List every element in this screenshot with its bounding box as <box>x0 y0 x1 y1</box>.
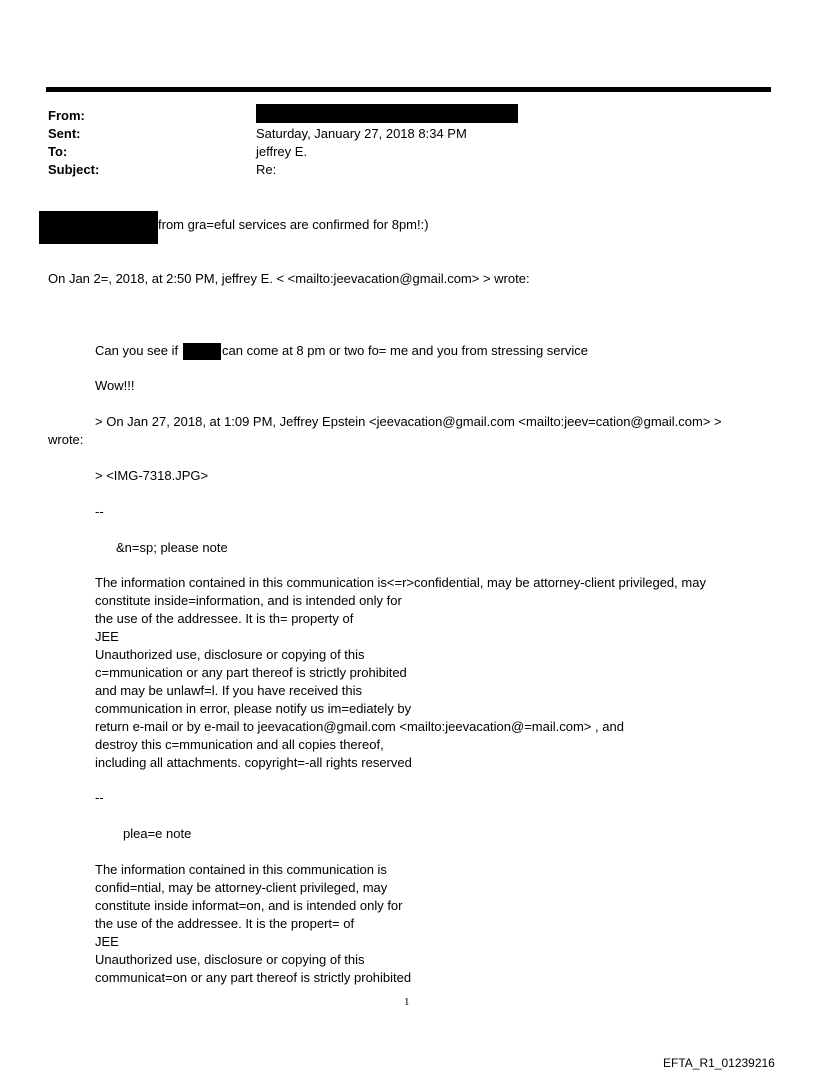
disclaimer-line: return e-mail or by e-mail to jeevacation@gmail.com <mailto:jeevacation@=mail.com> , and <box>95 719 624 734</box>
subject-value: Re: <box>256 162 277 177</box>
to-value: jeffrey E. <box>256 144 308 159</box>
page-number: 1 <box>404 996 410 1008</box>
quote-header-jan2: On Jan 2=, 2018, at 2:50 PM, jeffrey E. < <mailto:jeevacation@gmail.com> > wrote: <box>48 271 530 286</box>
disclaimer-line: communicat=on or any part thereof is strictly prohibited <box>95 970 412 985</box>
disclaimer-line: constitute inside informat=on, and is intended only for <box>95 898 403 913</box>
can-you-suffix: can come at 8 pm or two fo= me and you from stressing service <box>222 343 588 358</box>
disclaimer-line: the use of the addressee. It is th= property of <box>95 611 354 626</box>
disclaimer-line: destroy this c=mmunication and all copies thereof, <box>95 737 384 752</box>
disclaimer-line: confid=ntial, may be attorney-client privileged, may <box>95 880 388 895</box>
disclaimer-line: constitute inside=information, and is intended only for <box>95 593 402 608</box>
subject-label: Subject: <box>48 162 100 177</box>
sent-label: Sent: <box>48 126 81 141</box>
disclaimer-line: Unauthorized use, disclosure or copying of this <box>95 647 365 662</box>
to-label: To: <box>48 144 68 159</box>
can-you-prefix: Can you see if <box>95 343 179 358</box>
separator-1: -- <box>95 504 104 519</box>
disclaimer-line: JEE <box>95 629 119 644</box>
disclaimer-line: communication in error, please notify us im=ediately by <box>95 701 412 716</box>
disclaimer-line: The information contained in this communication is <box>95 862 387 877</box>
from-label: From: <box>48 108 85 123</box>
disclaimer-line: c=mmunication or any part thereof is strictly prohibited <box>95 665 407 680</box>
disclaimer-line: Unauthorized use, disclosure or copying of this <box>95 952 365 967</box>
attachment-line: > <IMG-7318.JPG> <box>95 468 209 483</box>
disclaimer-line: JEE <box>95 934 119 949</box>
bates-number: EFTA_R1_01239216 <box>663 1056 775 1070</box>
wrote-line: wrote: <box>48 432 84 447</box>
sent-value: Saturday, January 27, 2018 8:34 PM <box>256 126 467 141</box>
from-redaction <box>256 104 518 123</box>
separator-2: -- <box>95 790 104 805</box>
disclaimer-line: the use of the addressee. It is the propert= of <box>95 916 355 931</box>
please-note-2: plea=e note <box>123 826 192 841</box>
inline-redaction <box>183 343 221 360</box>
disclaimer-line: including all attachments. copyright=-all rights reserved <box>95 755 412 770</box>
header-rule <box>46 87 771 92</box>
name-redaction <box>39 211 158 244</box>
confirmation-line: from gra=eful services are confirmed for 8pm!:) <box>158 217 429 232</box>
disclaimer-line: The information contained in this communication is<=r>confidential, may be attorney-client privileged, may <box>95 575 706 590</box>
quote-header-jan27: > On Jan 27, 2018, at 1:09 PM, Jeffrey Epstein <jeevacation@gmail.com <mailto:jeev=cation@gmail.com> > <box>95 414 722 429</box>
disclaimer-line: and may be unlawf=l. If you have received this <box>95 683 363 698</box>
wow-line: Wow!!! <box>95 378 135 393</box>
please-note-1: &n=sp; please note <box>116 540 228 555</box>
